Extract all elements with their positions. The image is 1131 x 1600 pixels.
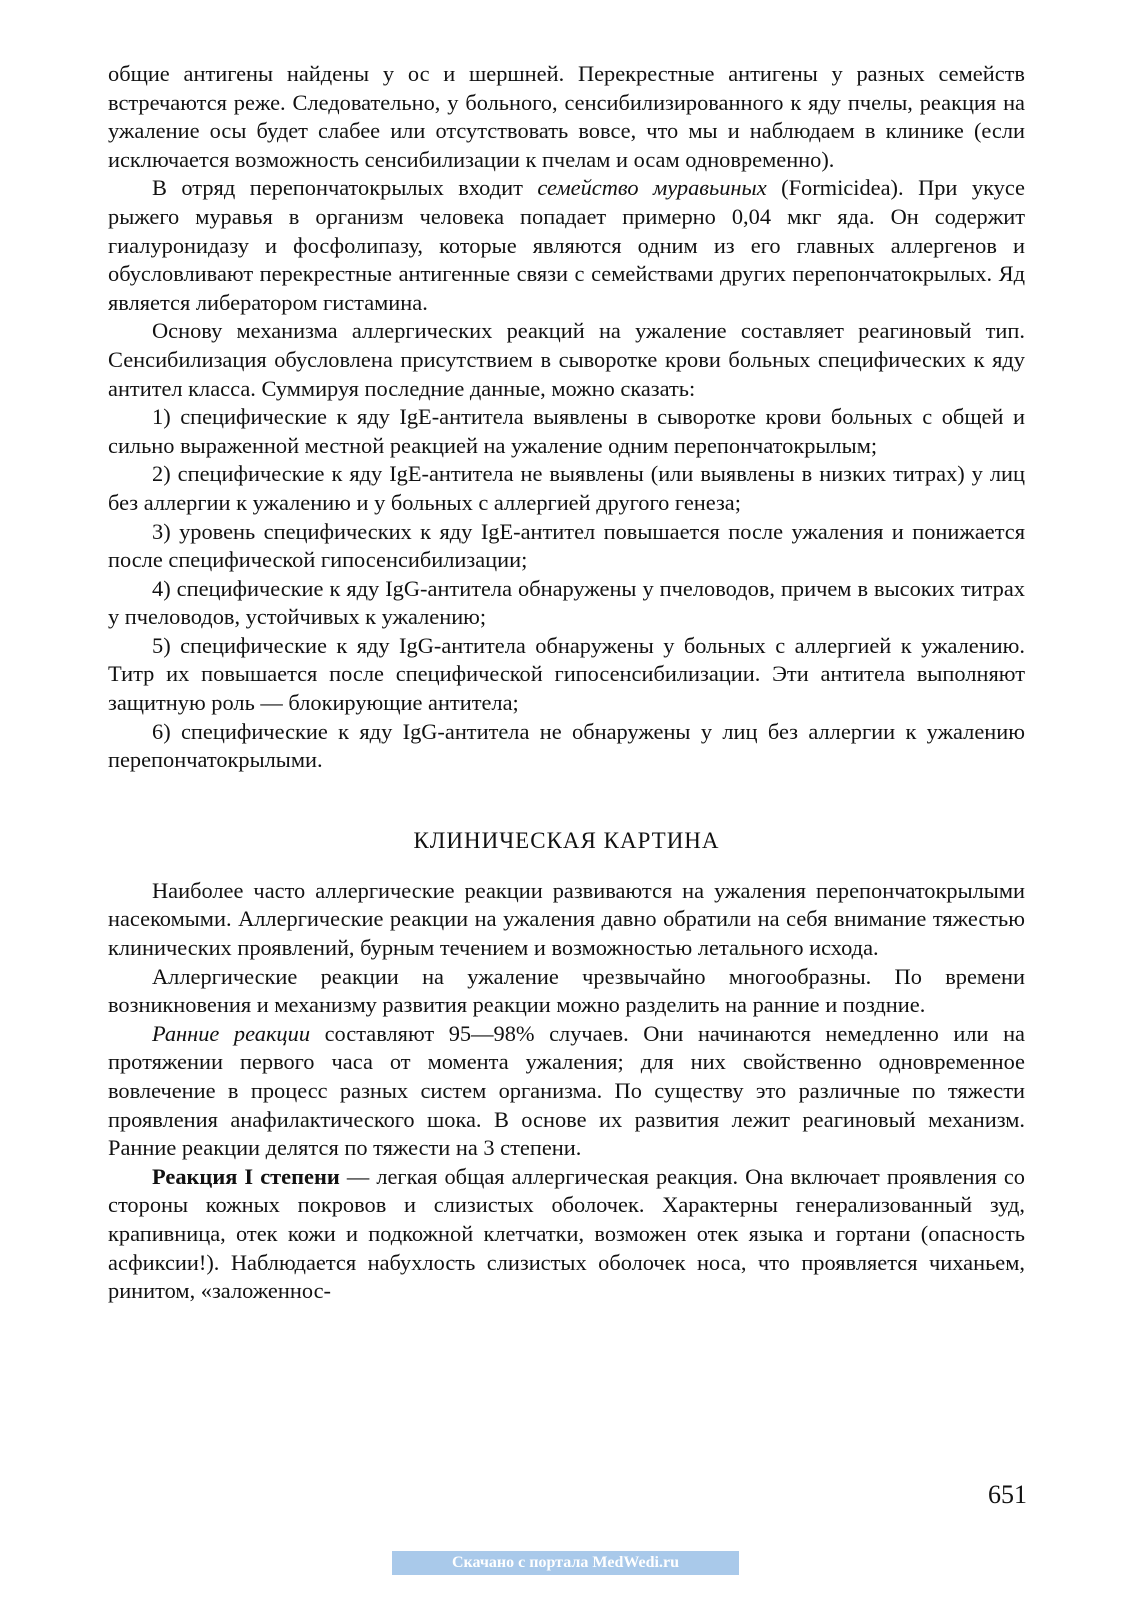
early-reactions-italic: Ранние реакции: [152, 1020, 311, 1046]
antibody-list: [108, 403, 1025, 775]
list-item: 4) специфические к яду IgG-антитела обнаружены у пчеловодов, причем в высоких титрах у пчеловодов, устойчивых к ужалению;: [108, 575, 1025, 630]
paragraph-mechanism: Основу механизма аллергических реакций на ужаление составляет реагиновый тип. Сенсибилизация обусловлена присутствием в сыворотке крови больных специфических к яду антител класса. Суммируя последние данные, можно сказать:: [108, 318, 1025, 401]
list-item: 2) специфические к яду IgE-антитела не выявлены (или выявлены в низких титрах) у лиц без аллергии к ужалению и у больных с аллергией другого генеза;: [108, 461, 1025, 515]
list-item: 5) специфические к яду IgG-антитела обнаружены у больных с аллергией к ужалению. Титр их повышается после специфической гипосенсибилизации. Эти антитела выполняют защитную роль — блокирующие антитела;: [108, 632, 1025, 716]
paragraph-clinical-frequency: Наиболее часто аллергические реакции развиваются на ужаления перепончатокрылыми насекомыми. Аллергические реакции на ужаления давно обратили на себя внимание тяжестью клинических проявлений, бурным течением и возможностью летального исхода.: [108, 877, 1025, 961]
paragraph-grade-1: [108, 1163, 1025, 1306]
early-reactions-rest: составляют 95—98% случаев. Они начинаются немедленно или на протяжении первого часа от момента ужаления; для них свойственно одновременное вовлечение в процесс разных систем организма. По существу это различные по тяжести проявления анафилактического шока. В основе их развития лежит реагиновый механизм. Ранние реакции делятся по тяжести на 3 степени.: [108, 1020, 1025, 1161]
page-body: [108, 60, 1025, 1306]
ants-rest: (Formicidea). При укусе рыжего муравья в организм человека попадает примерно 0,04 мкг яда. Он содержит гиалуронидазу и фосфолипазу, которые являются одним из его главных аллергенов и обусловливают перекрестные антигенные связи с семействами других перепончатокрылых. Яд является либератором гистамина.: [108, 175, 1025, 315]
list-item: 6) специфические к яду IgG-антитела не обнаружены у лиц без аллергии к ужалению перепончатокрылыми.: [108, 718, 1025, 773]
paragraph-early-reactions: [108, 1020, 1025, 1163]
ants-family-italic: семейство муравьиных: [537, 175, 767, 201]
paragraph-ants: [108, 174, 1025, 317]
list-item: 1) специфические к яду IgE-антитела выявлены в сыворотке крови больных с общей и сильно выраженной местной реакцией на ужаление одним перепончатокрылым;: [108, 404, 1025, 458]
paragraph-common-antigens: общие антигены найдены у ос и шершней. Перекрестные антигены у разных семейств встречаются реже. Следовательно, у больного, сенсибилизированного к яду пчелы, реакция на ужаление осы будет слабее или отсутствовать вовсе, что мы и наблюдаем в клинике (если исключается возможность сенсибилизации к пчелам и осам одновременно).: [108, 61, 1025, 172]
section-heading: КЛИНИЧЕСКАЯ КАРТИНА: [413, 827, 720, 853]
grade-1-rest: — легкая общая аллергическая реакция. Она включает проявления со стороны кожных покровов и слизистых оболочек. Характерны генерализованный зуд, крапивница, отек кожи и подкожной клетчатки, возможен отек языка и гортани (опасность асфиксии!). Наблюдается набухлость слизистых оболочек носа, что проявляется чиханьем, ринитом, «заложеннос-: [108, 1163, 1025, 1304]
grade-1-bold: Реакция I степени: [152, 1163, 340, 1189]
paragraph-clinical-variety: Аллергические реакции на ужаление чрезвычайно многообразны. По времени возникновения и механизму развития реакции можно разделить на ранние и поздние.: [108, 963, 1025, 1018]
list-item: 3) уровень специфических к яду IgE-антител повышается после ужаления и понижается после специфической гипосенсибилизации;: [108, 518, 1025, 573]
watermark-banner: Скачано с портала MedWedi.ru: [392, 1551, 739, 1575]
ants-lead: В отряд перепончатокрылых входит: [152, 175, 538, 201]
page-number: 651: [988, 1480, 1027, 1509]
